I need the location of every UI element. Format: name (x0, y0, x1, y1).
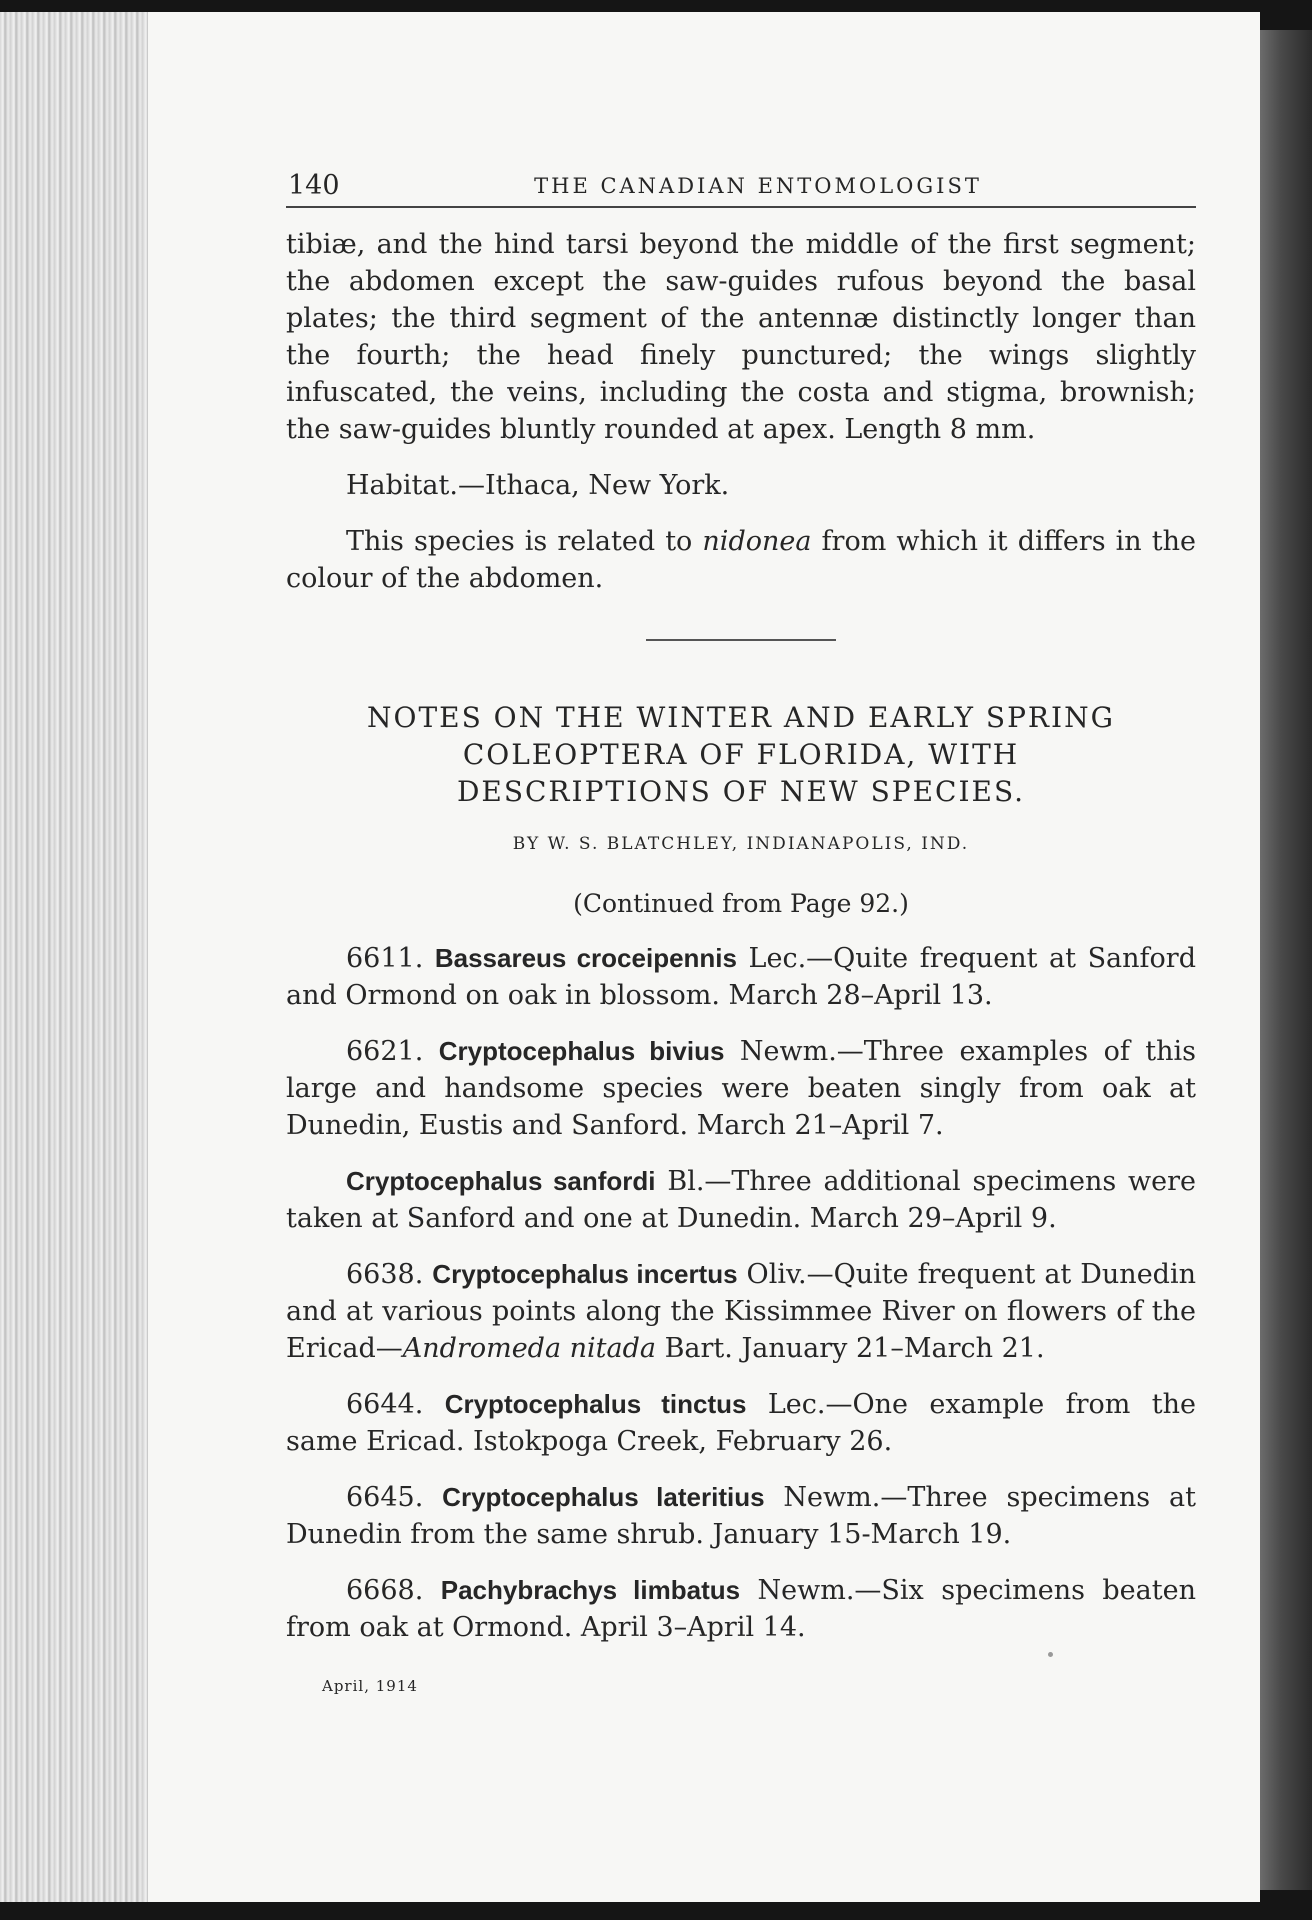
entry-text: Newm.—Three examples of this large and handsome species were beaten singly from oak at Dunedin, Eustis and Sanford. March 21–April 7. (286, 1036, 1196, 1141)
page-edges (0, 12, 150, 1902)
species-entry (286, 1386, 1196, 1460)
habitat-line: Habitat.—Ithaca, New York. (346, 470, 730, 501)
relation-text: This species is related to (346, 526, 703, 557)
text-line: rounded at apex. Length 8 mm. (604, 414, 1036, 445)
text-line: the head finely punctured; the wings slightly infuscated, the veins, (286, 340, 1197, 408)
text-line: the abdomen except the saw-guides rufous beyond the basal plates; (286, 266, 1196, 334)
running-head (288, 152, 1168, 212)
entry-text: Lec.—Quite frequent at Sanford and Ormond on oak in blossom. March 28–April 13. (286, 943, 1196, 1011)
species-entry (286, 1033, 1196, 1144)
entry-number: 6645. (346, 1482, 443, 1513)
page-sheet (148, 12, 1260, 1902)
entry-text: Bart. January 21–March 21. (656, 1333, 1045, 1364)
entry-number: 6611. (346, 943, 435, 974)
species-entry (286, 1163, 1196, 1237)
species-entry (286, 1256, 1196, 1367)
species-name: Cryptocephalus lateritius (442, 1482, 765, 1512)
entry-text: Newm.—Three specimens at Dunedin from the same shrub. January 15-March 19. (286, 1482, 1196, 1550)
continuation-paragraph (286, 226, 1196, 448)
entry-number: 6621. (346, 1036, 439, 1067)
entry-text: Lec.—One example from the same Ericad. Istokpoga Creek, February 26. (286, 1389, 1196, 1457)
species-italic: nidonea (702, 526, 812, 557)
species-name: Cryptocephalus bivius (438, 1036, 725, 1066)
text-line: the third segment of the antennæ distinctly longer than the fourth; (286, 303, 1196, 371)
text-line: including the costa and stigma, brownish; the saw-guides bluntly (286, 377, 1196, 445)
plant-name-italic: Andromeda nitada (402, 1333, 656, 1364)
article-title: NOTES ON THE WINTER AND EARLY SPRING COLEOPTERA OF FLORIDA, WITH DESCRIPTIONS OF NEW SPECIES. (367, 701, 1115, 808)
species-name: Cryptocephalus incertus (432, 1259, 738, 1289)
body-text (286, 226, 1196, 1665)
entry-text: Oliv.—Quite frequent at Dunedin and at various points along the Kissimmee River on flowers of the Ericad— (286, 1259, 1196, 1364)
species-entry (286, 940, 1196, 1014)
relation-paragraph (286, 523, 1196, 597)
entry-text: Newm.—Six specimens beaten from oak at Ormond. April 3–April 14. (286, 1575, 1196, 1643)
page-number: 140 (288, 170, 340, 201)
paper-speck (1048, 1652, 1053, 1657)
byline: BY W. S. BLATCHLEY, INDIANAPOLIS, IND. (512, 834, 970, 854)
entry-text: Bl.—Three additional specimens were taken at Sanford and one at Dunedin. March 29–April 9. (286, 1166, 1196, 1234)
header-rule (286, 206, 1196, 208)
species-name: Bassareus croceipennis (434, 943, 737, 973)
book-spine (1260, 30, 1312, 1890)
species-entry (286, 1572, 1196, 1646)
section-separator (646, 639, 836, 641)
species-name: Cryptocephalus sanfordi (346, 1166, 656, 1196)
species-name: Cryptocephalus tinctus (444, 1389, 747, 1419)
relation-text: from which it differs in the colour of the abdomen. (286, 526, 1197, 594)
text-line: tibiæ, and the hind tarsi beyond the middle of the first segment; (286, 229, 1196, 260)
species-entry (286, 1479, 1196, 1553)
entry-number: 6644. (346, 1389, 445, 1420)
journal-title: THE CANADIAN ENTOMOLOGIST (534, 174, 982, 198)
species-name: Pachybrachys limbatus (440, 1575, 741, 1605)
entry-number: 6668. (346, 1575, 441, 1606)
entry-number: 6638. (346, 1259, 433, 1290)
continued-note: (Continued from Page 92.) (573, 889, 909, 918)
footer-date: April, 1914 (322, 1677, 418, 1695)
